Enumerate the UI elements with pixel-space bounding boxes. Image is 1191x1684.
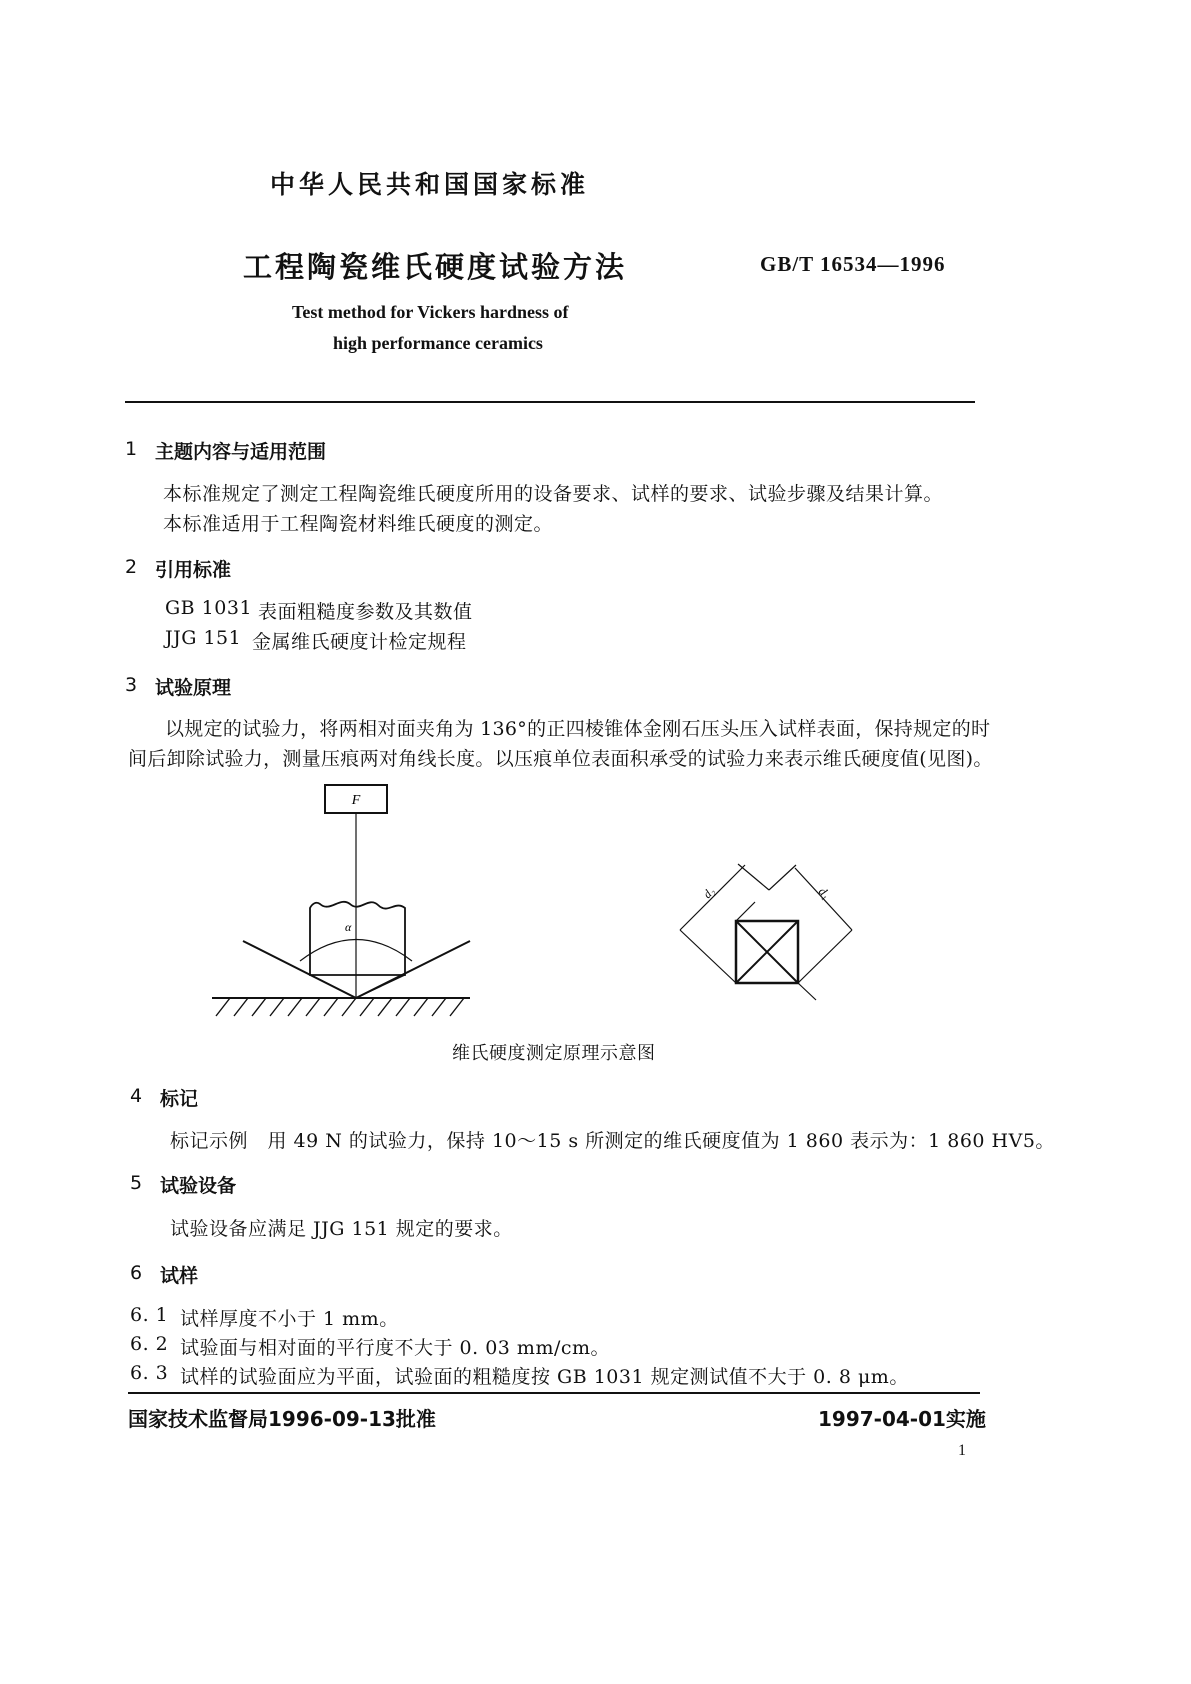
section-5-text: 试验设备应满足 JJG 151 规定的要求。 [170, 1218, 513, 1240]
english-title-line2: high performance ceramics [333, 333, 543, 353]
d1-label: d₁ [815, 884, 833, 902]
approval-line: 国家技术监督局1996-09-13批准 [128, 1407, 436, 1431]
item-6-2-text: 试验面与相对面的平行度不大于 0. 03 mm/cm。 [180, 1337, 611, 1359]
angle-label: α [345, 920, 352, 934]
issuer-heading: 中华人民共和国国家标准 [270, 170, 590, 199]
section-3-paragraph-line-2: 间后卸除试验力，测量压痕两对角线长度。以压痕单位表面积承受的试验力来表示维氏硬度值(见图)。 [128, 748, 993, 770]
section-3-paragraph-line-1: 以规定的试验力，将两相对面夹角为 136°的正四棱锥体金刚石压头压入试样表面，保持规定的时 [165, 718, 991, 740]
header-rule [125, 401, 975, 403]
section-1-title: 主题内容与适用范围 [155, 441, 327, 463]
section-2-number: 2 [125, 556, 138, 578]
section-3-number: 3 [125, 674, 138, 696]
section-3-title: 试验原理 [155, 677, 232, 699]
item-6-1-text: 试样厚度不小于 1 mm。 [180, 1308, 399, 1330]
section-5-title: 试验设备 [160, 1175, 237, 1197]
section-5-number: 5 [130, 1172, 143, 1194]
indenter-shaft [310, 902, 405, 975]
reference-2-code: JJG 151 [165, 627, 242, 649]
reference-1-name: 表面粗糙度参数及其数值 [258, 601, 473, 623]
standard-code: GB/T 16534—1996 [760, 252, 946, 276]
section-1-paragraph-2: 本标准适用于工程陶瓷材料维氏硬度的测定。 [163, 513, 554, 535]
reference-1-code: GB 1031 [165, 597, 253, 619]
page-number: 1 [958, 1442, 966, 1459]
section-6-title: 试样 [160, 1265, 199, 1287]
standard-title: 工程陶瓷维氏硬度试验方法 [243, 250, 628, 284]
section-6-number: 6 [130, 1262, 143, 1284]
vickers-principle-figure [0, 780, 1191, 1040]
reference-2-name: 金属维氏硬度计检定规程 [252, 631, 467, 653]
item-6-2-number: 6. 2 [130, 1333, 169, 1355]
force-label: F [351, 793, 361, 808]
item-6-3-text: 试样的试验面应为平面，试验面的粗糙度按 GB 1031 规定测试值不大于 0. 8 μm。 [180, 1366, 909, 1388]
section-2-title: 引用标准 [155, 559, 232, 581]
section-1-paragraph-1: 本标准规定了测定工程陶瓷维氏硬度所用的设备要求、试样的要求、试验步骤及结果计算。 [163, 483, 944, 505]
section-1-number: 1 [125, 438, 138, 460]
figure-caption: 维氏硬度测定原理示意图 [452, 1043, 656, 1064]
item-6-3-number: 6. 3 [130, 1362, 169, 1384]
section-4-text: 标记示例 用 49 N 的试验力，保持 10～15 s 所测定的维氏硬度值为 1 860 表示为：1 860 HV5。 [170, 1130, 1055, 1152]
english-title-line1: Test method for Vickers hardness of [292, 302, 569, 322]
surface-hatching [216, 998, 464, 1016]
effective-date: 1997-04-01实施 [818, 1407, 986, 1431]
item-6-1-number: 6. 1 [130, 1304, 169, 1326]
section-4-title: 标记 [160, 1088, 199, 1110]
footer-rule [128, 1392, 980, 1394]
section-4-number: 4 [130, 1085, 143, 1107]
d2-label: d₂ [700, 884, 718, 902]
